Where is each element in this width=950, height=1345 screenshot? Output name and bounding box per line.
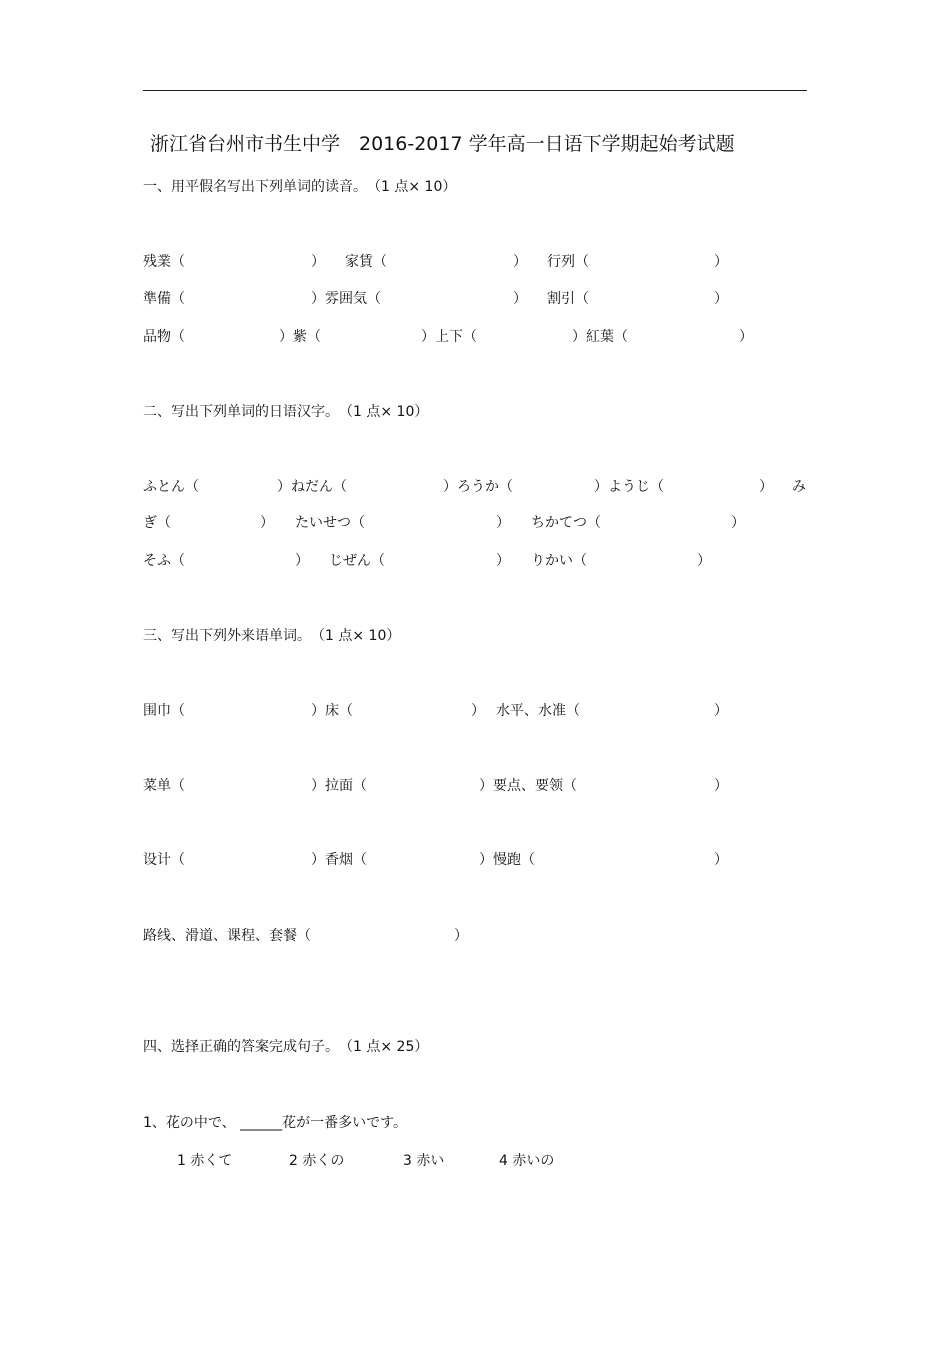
section-3-heading: 三、写出下列外来语单词。 （1 点× 10） — [143, 628, 401, 644]
section-3-item: ） — [714, 778, 728, 794]
section-2-item: ）ようじ（ — [594, 479, 664, 495]
section-2-heading: 二、写出下列单词的日语汉字。 （1 点× 10） — [143, 404, 429, 420]
section-2-item: ） — [295, 553, 309, 569]
answer-choice: 1 赤くて — [177, 1153, 233, 1169]
section-2-item: ） — [496, 515, 510, 531]
section-3-item: 围巾（ — [143, 703, 185, 719]
section-3-item: 菜单（ — [143, 778, 185, 794]
section-3-item: 路线、滑道、课程、套餐（ — [143, 928, 311, 944]
section-2-item: ちかてつ（ — [531, 515, 601, 531]
section-1-item: ）紅葉（ — [572, 329, 628, 345]
section-1-item: ）上下（ — [421, 329, 477, 345]
section-2-item: りかい（ — [531, 553, 587, 569]
header-rule — [143, 90, 807, 91]
section-1-item: ） — [714, 254, 728, 270]
section-3-item: ）床（ — [311, 703, 353, 719]
section-1-item: ） — [513, 291, 527, 307]
section-2-item: そふ（ — [143, 553, 185, 569]
section-2-item: ） — [260, 515, 274, 531]
section-1-item: 行列（ — [547, 254, 589, 270]
section-2-item: ） — [731, 515, 745, 531]
section-2-item: ） — [496, 553, 510, 569]
section-2-item: じぜん（ — [329, 553, 385, 569]
section-1-item: ）紫（ — [279, 329, 321, 345]
section-2-item: ） — [759, 479, 773, 495]
section-2-item: ぎ（ — [143, 515, 171, 531]
section-2-item: ふとん（ — [143, 479, 199, 495]
section-1-item: 割引（ — [547, 291, 589, 307]
section-1-item: ） — [739, 329, 753, 345]
question-1: 1、花の中で、 ______花が一番多いです。 — [143, 1115, 407, 1131]
section-1-item: 準備（ — [143, 291, 185, 307]
section-3-item: ） — [714, 703, 728, 719]
section-3-item: ）慢跑（ — [479, 852, 535, 868]
section-3-item: 水平、水准（ — [496, 703, 580, 719]
section-1-item: ） — [714, 291, 728, 307]
section-1-heading: 一、用平假名写出下列单词的读音。 （1 点× 10） — [143, 179, 457, 195]
section-3-item: ）拉面（ — [311, 778, 367, 794]
section-3-item: 设计（ — [143, 852, 185, 868]
section-1-item: ）雰囲気（ — [311, 291, 381, 307]
section-2-item: ）ねだん（ — [277, 479, 347, 495]
section-3-item: ）要点、要领（ — [479, 778, 577, 794]
section-2-item: み — [792, 479, 806, 495]
section-1-item: 家賃（ — [345, 254, 387, 270]
page-title: 浙江省台州市书生中学 2016-2017 学年高一日语下学期起始考试题 — [150, 133, 735, 155]
section-3-item: ）香烟（ — [311, 852, 367, 868]
section-3-item: ） — [714, 852, 728, 868]
section-3-item: ） — [471, 703, 485, 719]
section-2-item: ）ろうか（ — [443, 479, 513, 495]
answer-choice: 4 赤いの — [499, 1153, 555, 1169]
answer-choice: 2 赤くの — [289, 1153, 345, 1169]
section-2-item: たいせつ（ — [295, 515, 365, 531]
section-3-item: ） — [454, 928, 468, 944]
section-1-item: ） — [513, 254, 527, 270]
section-1-item: ） — [311, 254, 325, 270]
answer-choice: 3 赤い — [403, 1153, 445, 1169]
section-1-item: 品物（ — [143, 329, 185, 345]
section-2-item: ） — [697, 553, 711, 569]
section-1-item: 残業（ — [143, 254, 185, 270]
section-4-heading: 四、选择正确的答案完成句子。 （1 点× 25） — [143, 1039, 429, 1055]
